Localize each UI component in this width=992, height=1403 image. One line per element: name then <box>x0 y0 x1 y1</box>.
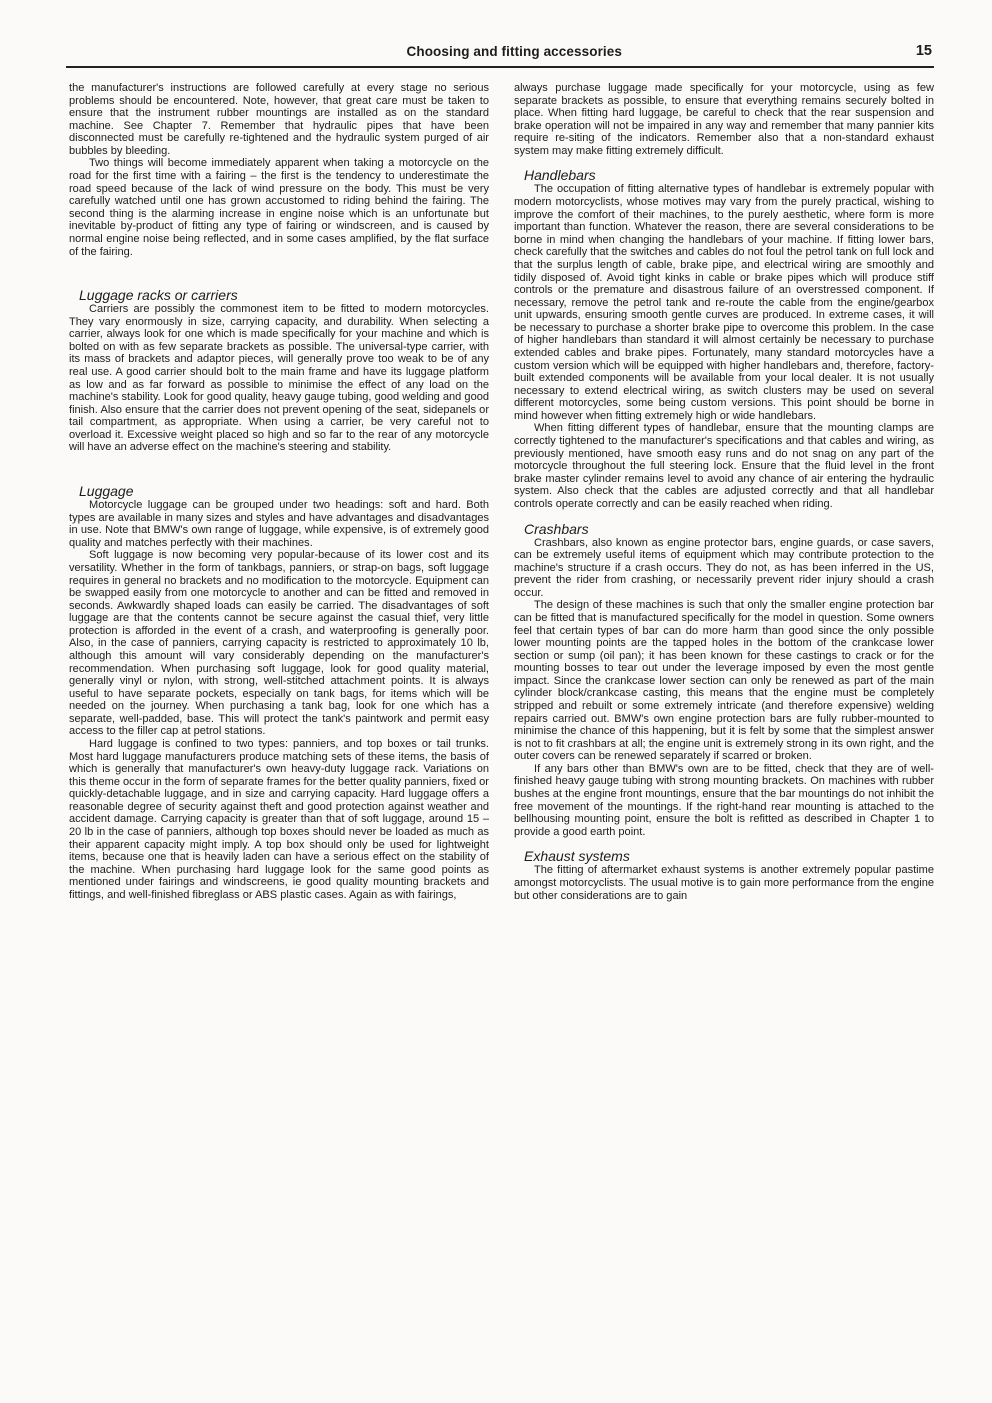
right-column <box>514 82 934 902</box>
section-heading-crashbars: Crashbars <box>524 520 589 537</box>
paragraph: always purchase luggage made specifically for your motorcycle, using as few separate brackets as possible, to ensure that everything remains securely bolted in place. When fitting hard luggage, be careful to check that the rear suspension and brake operation will not be impaired in any way and remember that many pannier kits require re-siting of the indicators. Remember also that a non-standard exhaust system may make fitting extremely difficult. <box>514 82 934 157</box>
paragraph: Two things will become immediately apparent when taking a motorcycle on the road for the first time with a fairing – the first is the tendency to underestimate the road speed because of the lack of wind pressure on the body. This must be very carefully watched until one has grown accustomed to riding behind the fairing. The second thing is the alarming increase in engine noise which is an unfortunate but inevitable by-product of fitting any type of fairing or windscreen, and is caused by normal engine noise being reflected, and in some cases amplified, by the flat surface of the fairing. <box>69 157 489 258</box>
paragraph: Carriers are possibly the commonest item to be fitted to modern motorcycles. They vary enormously in size, carrying capacity, and durability. When selecting a carrier, always look for one which is made specifically for your machine and which is bolted on with as few separate brackets as possible. The universal-type carrier, with its mass of brackets and adaptor pieces, will generally prove too weak to be of any real use. A good carrier should bolt to the main frame and have its luggage platform as low and as far forward as possible to minimise the effect of any load on the machine's stability. Look for good quality, heavy gauge tubing, good welding and good finish. Also ensure that the carrier does not prevent opening of the seat, sidepanels or tail compartment, as appropriate. When using a carrier, be very careful not to overload it. Excessive weight placed so high and so far to the rear of any motorcycle will have an adverse effect on the machine's steering and stability. <box>69 303 489 454</box>
paragraph: the manufacturer's instructions are followed carefully at every stage no serious problems should be encountered. Note, however, that great care must be taken to ensure that the instrument rubber mountings are installed as on the standard machine. See Chapter 7. Remember that hydraulic pipes that have been disconnected must be carefully re-tightened and the hydraulic system purged of air bubbles by bleeding. <box>69 82 489 157</box>
paragraph: The design of these machines is such that only the smaller engine protection bar can be fitted that is manufactured specifically for the model in question. Some owners feel that certain types of bar can do more harm than good since the only possible lower mounting points are the tapped holes in the bottom of the crankcase lower section or sump (oil pan); it has been known for these castings to crack or for the mounting bosses to tear out under the leverage imposed by even the most gentle impact. Since the crankcase lower section can only be renewed as part of the main cylinder block/crankcase casting, this means that the engine must be completely stripped and rebuilt or some extremely intricate (and therefore expensive) welding repairs carried out. BMW's own engine protection bars are fully rubber-mounted to minimise the chance of this happening, but it is felt by some that the simplest answer is not to fit crashbars at all; the engine unit is extremely strong in its own right, and the outer covers can be renewed separately if scarred or broken. <box>514 599 934 763</box>
paragraph: Soft luggage is now becoming very popular-because of its lower cost and its versatility. Whether in the form of tankbags, panniers, or strap-on bags, soft luggage requires in general no brackets and no modification to the motorcycle. Equipment can be swapped easily from one motorcycle to another and can be fitted and removed in seconds. Awkwardly shaped loads can easily be carried. The disadvantages of soft luggage are that the contents cannot be secure against the casual thief, very little protection is afforded in the event of a crash, and waterproofing is generally poor. Also, in the case of panniers, carrying capacity is restricted to approximately 10 lb, although this amount will vary considerably depending on the manufacturer's recommendation. When purchasing soft luggage, look for good quality material, generally vinyl or nylon, with strong, well-stitched attachment points. It is always useful to have separate pockets, especially on tank bags, for items which will be needed on the journey. When purchasing a tank bag, look for one which has a separate, well-padded, base. This will protect the tank's paintwork and permit easy access to the filler cap at petrol stations. <box>69 549 489 738</box>
section-heading-handlebars: Handlebars <box>524 167 596 184</box>
section-heading-luggage-racks: Luggage racks or carriers <box>79 287 238 304</box>
paragraph: When fitting different types of handlebar, ensure that the mounting clamps are correctly tightened to the manufacturer's specifications and that cables and wiring, as previously mentioned, have smooth easy runs and do not snag on any part of the motorcycle throughout the full steering lock. Ensure that the fluid level in the front brake master cylinder remains level to avoid any chance of air entering the hydraulic system. Also check that the cables are adjusted correctly and that all handlebar controls operate correctly and can be easily reached when riding. <box>514 422 934 510</box>
chapter-title: Choosing and fitting accessories <box>406 44 622 59</box>
paragraph: The occupation of fitting alternative types of handlebar is extremely popular with modern motorcyclists, whose motives may vary from the purely practical, wishing to improve the comfort of their machines, to the purely aesthetic, where form is more important than function. Whatever the reason, there are several considerations to be borne in mind when changing the handlebars of your machine. If fitting lower bars, check carefully that the switches and cables do not foul the petrol tank on full lock and that the surplus length of cable, brake pipe, and electrical wiring are smoothly and tidily disposed of. Avoid tight kinks in cable or brake pipes which will produce stiff controls or the premature and disastrous failure of an overstressed component. If necessary, remove the petrol tank and re-route the cable from the engine/gearbox unit upwards, ensuring smooth gentle curves are produced. In extreme cases, it will be necessary to purchase a shorter brake pipe to overcome this problem. In the case of higher handlebars than standard it will almost certainly be necessary to purchase extended cables and brake pipes. Fortunately, many standard motorcycles have a custom version which will be equipped with higher handlebars and, therefore, factory-built extended components will be available from your local dealer. It is not usually necessary to extend electrical wiring, as switch clusters may be used on several different motorcycles, some being custom versions. This point should be borne in mind however when fitting extremely high or wide handlebars. <box>514 183 934 422</box>
section-heading-exhaust: Exhaust systems <box>524 848 630 865</box>
left-column <box>69 82 489 902</box>
paragraph: The fitting of aftermarket exhaust systems is another extremely popular pastime amongst motorcyclists. The usual motive is to gain more performance from the engine but other considerations are to gain <box>514 864 934 902</box>
running-header <box>66 44 934 68</box>
page-number: 15 <box>915 43 932 59</box>
paragraph: Crashbars, also known as engine protector bars, engine guards, or case savers, can be extremely useful items of equipment which may contribute protection to the machine's structure if a crash occurs. They do not, as has been inferred in the US, prevent the rider from crashing, or necessarily prevent rider injury should a crash occur. <box>514 536 934 599</box>
paragraph: Hard luggage is confined to two types: panniers, and top boxes or tail trunks. Most hard luggage manufacturers produce matching sets of these items, the basis of which is generally that manufacturer's own heavy-duty luggage rack. Variations on this theme occur in the form of separate frames for the better quality panniers, fixed or quickly-detachable luggage, and in size and carrying capacity. Hard luggage offers a reasonable degree of security against theft and good protection against weather and accident damage. Carrying capacity is greater than that of soft luggage, around 15 – 20 lb in the case of panniers, although top boxes should never be loaded as much as their apparent capacity might imply. A top box should only be used for lightweight items, because one that is heavily laden can have a serious effect on the stability of the machine. When purchasing hard luggage look for the same good points as mentioned under fairings and windscreens, ie good quality mounting brackets and fittings, and well-finished fibreglass or ABS plastic cases. Again as with fairings, <box>69 738 489 901</box>
section-heading-luggage: Luggage <box>79 483 134 500</box>
paragraph: If any bars other than BMW's own are to be fitted, check that they are of well-finished heavy gauge tubing with strong mounting brackets. On machines with rubber bushes at the engine front mountings, ensure that the bar mountings do not inhibit the free movement of the mountings. If the right-hand rear mounting is attached to the bellhousing mounting point, ensure the bolt is refitted as described in Chapter 1 to provide a good earth point. <box>514 762 934 838</box>
paragraph: Motorcycle luggage can be grouped under two headings: soft and hard. Both types are available in many sizes and styles and have advantages and disadvantages in use. Note that BMW's own range of luggage, while expensive, is of extremely good quality and matches perfectly with their machines. <box>69 499 489 549</box>
